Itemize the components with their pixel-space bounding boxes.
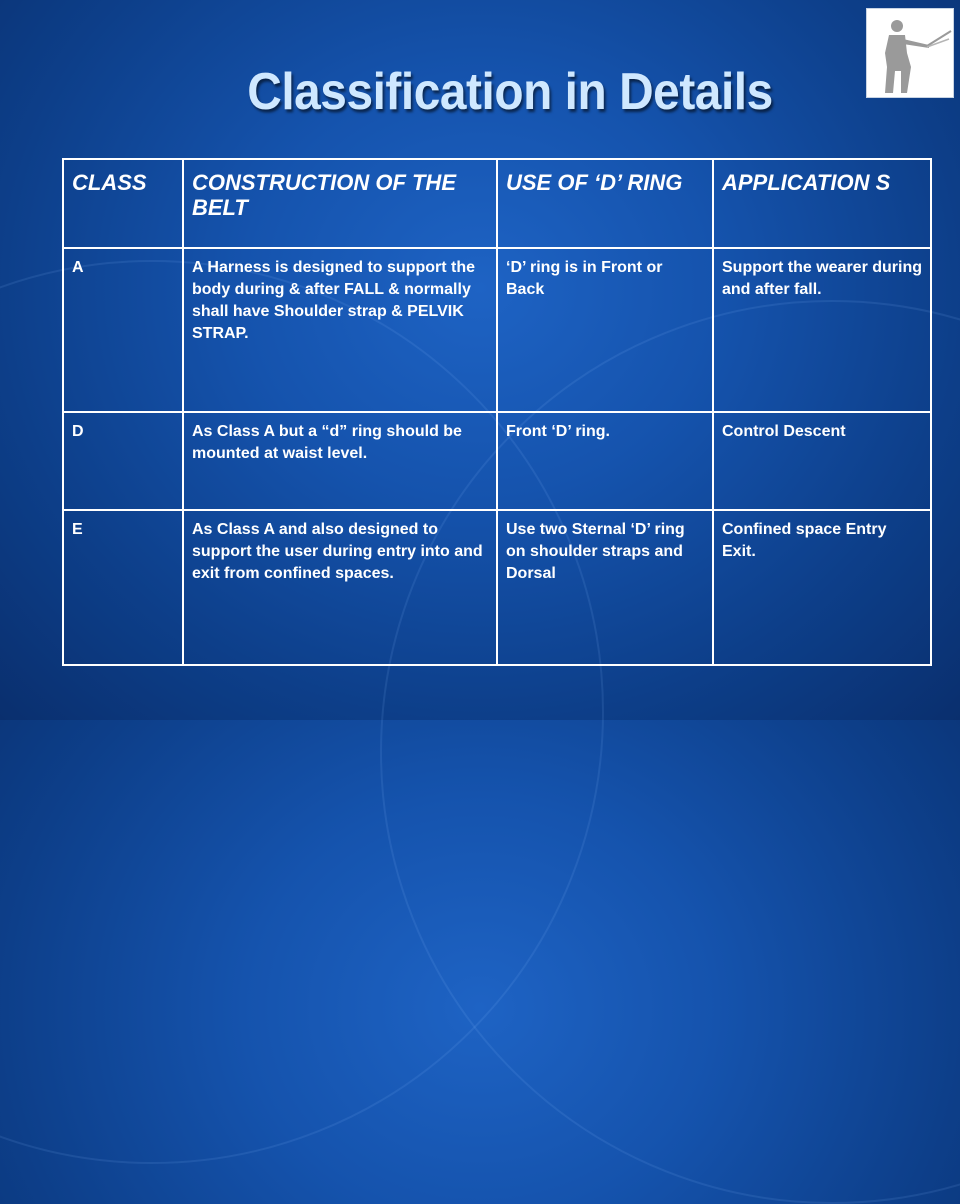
cell-class: E [63,510,183,665]
header-class: CLASS [63,159,183,248]
cell-use: Front ‘D’ ring. [497,412,713,510]
header-construction: CONSTRUCTION OF THE BELT [183,159,497,248]
cell-application: Confined space Entry Exit. [713,510,931,665]
table-row [63,510,931,665]
table-row [63,412,931,510]
cell-application: Support the wearer during and after fall. [713,248,931,412]
cell-use: Use two Sternal ‘D’ ring on shoulder straps and Dorsal [497,510,713,665]
cell-construction: As Class A but a “d” ring should be mounted at waist level. [183,412,497,510]
header-applications: APPLICATION S [713,159,931,248]
cell-construction: A Harness is designed to support the body during & after FALL & normally shall have Shoulder strap & PELVIK STRAP. [183,248,497,412]
cell-class: D [63,412,183,510]
classification-table [62,158,932,666]
cell-class: A [63,248,183,412]
table-row [63,248,931,412]
cell-construction: As Class A and also designed to support the user during entry into and exit from confined spaces. [183,510,497,665]
slide-title: Classification in Details [247,63,773,121]
cell-use: ‘D’ ring is in Front or Back [497,248,713,412]
cell-application: Control Descent [713,412,931,510]
table-header-row [63,159,931,248]
header-use-of-d-ring: USE OF ‘D’ RING [497,159,713,248]
